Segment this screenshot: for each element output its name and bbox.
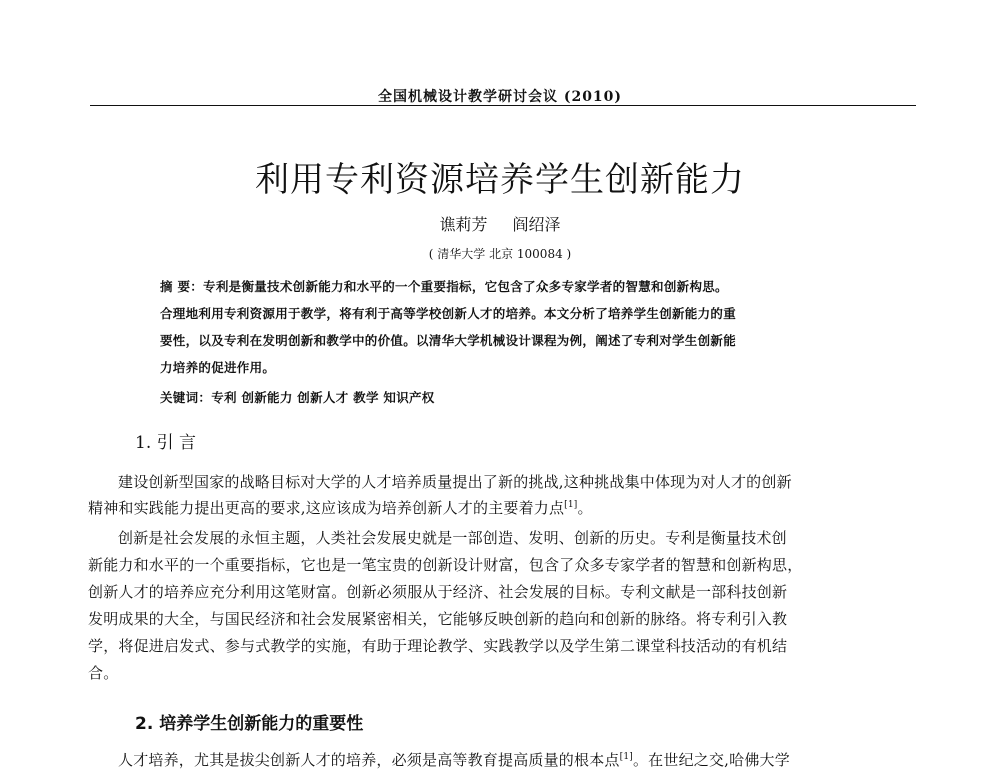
body-line: 创新人才的培养应充分利用这笔财富。创新必须服从于经济、社会发展的目标。专利文献是一部科技创新 — [88, 583, 788, 601]
body-line: 创新是社会发展的永恒主题，人类社会发展史就是一部创造、发明、创新的历史。专利是衡量技术创 — [118, 529, 787, 547]
authors — [0, 212, 1000, 235]
section-2-heading: 2. 培养学生创新能力的重要性 — [135, 714, 364, 734]
body-line: 学，将促进启发式、参与式教学的实施，有助于理论教学、实践教学以及学生第二课堂科技活动的有机结 — [88, 637, 788, 655]
citation: [1] — [564, 500, 578, 510]
author-1: 谯莉芳 — [439, 215, 488, 234]
running-header: 全国机械设计教学研讨会议 (2010) — [377, 89, 623, 105]
author-2: 阎绍泽 — [512, 215, 561, 234]
body-line: 合。 — [88, 664, 119, 682]
body-line: 人才培养，尤其是拔尖创新人才的培养，必须是高等教育提高质量的根本点[1]。在世纪之交,哈佛大学 — [118, 751, 790, 769]
body-line: 建设创新型国家的战略目标对大学的人才培养质量提出了新的挑战,这种挑战集中体现为对人才的创新 — [118, 473, 792, 491]
citation: [1] — [619, 752, 633, 762]
body-line: 新能力和水平的一个重要指标，它也是一笔宝贵的创新设计财富，包含了众多专家学者的智慧和创新构思， — [88, 556, 803, 574]
section-1-heading: 1. 引 言 — [135, 433, 197, 453]
abstract-line: 摘 要：专利是衡量技术创新能力和水平的一个重要指标，它包含了众多专家学者的智慧和创新构思。 — [160, 279, 728, 294]
affiliation: ( 清华大学 北京 100084 ) — [428, 247, 572, 261]
abstract-line: 合理地利用专利资源用于教学，将有利于高等学校创新人才的培养。本文分析了培养学生创新能力的重 — [160, 306, 737, 321]
body-line: 发明成果的大全，与国民经济和社会发展紧密相关，它能够反映创新的趋向和创新的脉络。将专利引入教 — [88, 610, 788, 628]
abstract-line: 力培养的促进作用。 — [160, 360, 276, 375]
abstract-line: 要性，以及专利在发明创新和教学中的价值。以清华大学机械设计课程为例，阐述了专利对学生创新能 — [160, 333, 737, 348]
body-line: 精神和实践能力提出更高的要求,这应该成为培养创新人才的主要着力点[1]。 — [88, 499, 593, 517]
paper-title: 利用专利资源培养学生创新能力 — [255, 160, 745, 200]
header-rule — [90, 105, 916, 106]
keywords: 关键词：专利 创新能力 创新人才 教学 知识产权 — [160, 390, 435, 405]
